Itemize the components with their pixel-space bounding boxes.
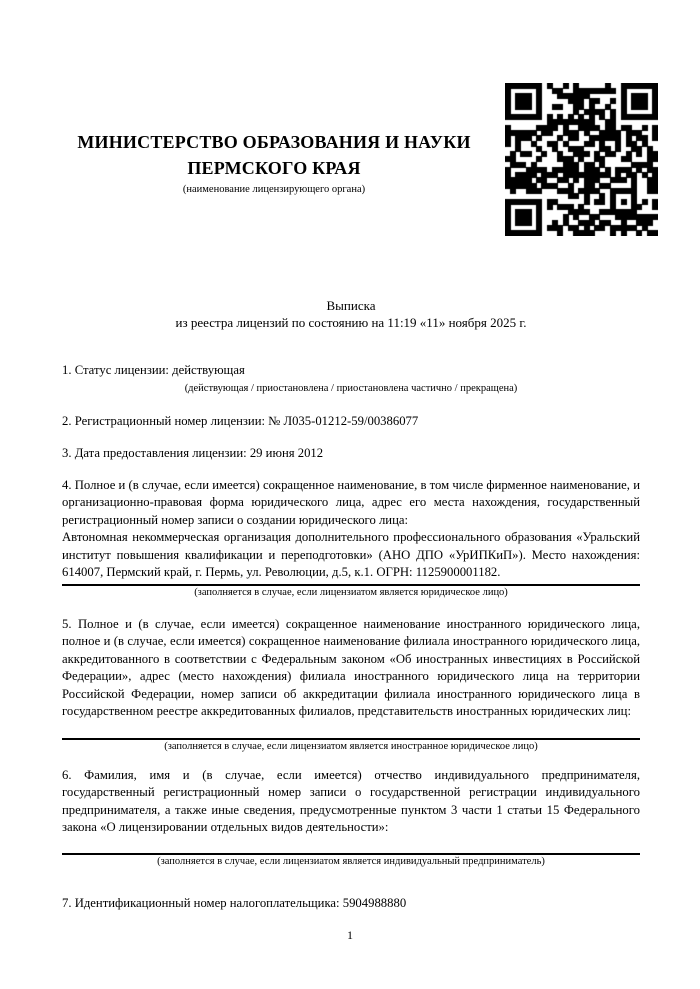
ministry-caption: (наименование лицензирующего органа) [182, 184, 366, 195]
field-grant-date: 3. Дата предоставления лицензии: 29 июня 2012 [62, 446, 324, 460]
qr-code [505, 83, 658, 236]
page-number: 1 [347, 928, 353, 942]
field-registration-number: 2. Регистрационный номер лицензии: № Л035-01212-59/00386077 [62, 413, 419, 428]
entrepreneur-caption: (заполняется в случае, если лицензиатом является индивидуальный предприниматель) [157, 855, 545, 867]
field-entrepreneur-prompt: 6. Фамилия, имя и (в случае, если имеется) отчество индивидуального предпринимателя, государственный регистрационный номер записи о государственной регистрации индивидуального предпринимателя, а также иные сведения, предусмотренные пунктом 3 части 1 статьи 15 Федерального закона «О лицензировании отдельных видов деятельности»: [62, 767, 640, 834]
document-subtitle: из реестра лицензий по состоянию на 11:19 «11» ноября 2025 г. [175, 315, 527, 330]
document-title: Выписка [326, 298, 376, 313]
foreign-entity-caption: (заполняется в случае, если лицензиатом является иностранное юридическое лицо) [164, 740, 538, 752]
license-status-options-caption: (действующая / приостановлена / приостановлена частично / прекращена) [184, 382, 518, 394]
field-legal-entity-value: Автономная некоммерческая организация дополнительного профессионального образования «Уральский институт повышения квалификации и переподготовки» (АНО ДПО «УрИПКиП»). Место нахождения: 614007, Пермский край, г. Пермь, ул. Революции, д.5, к.1. ОГРН: 1125900001182. [62, 530, 640, 579]
document-header [60, 129, 488, 196]
legal-entity-caption: (заполняется в случае, если лицензиатом является юридическое лицо) [194, 586, 508, 598]
field-license-status: 1. Статус лицензии: действующая [62, 363, 245, 377]
document-body [62, 297, 640, 912]
ministry-name-line2: ПЕРМСКОГО КРАЯ [187, 158, 361, 178]
field-legal-entity-prompt: 4. Полное и (в случае, если имеется) сокращенное наименование, в том числе фирменное наименование, и организационно-правовая форма юридического лица, адрес его места нахождения, государственный регистрационный номер записи о создании юридического лица: [62, 477, 640, 527]
ministry-name-line1: МИНИСТЕРСТВО ОБРАЗОВАНИЯ И НАУКИ [77, 132, 471, 152]
field-foreign-entity-prompt: 5. Полное и (в случае, если имеется) сокращенное наименование иностранного юридического лица, полное и (в случае, если имеется) сокращенное наименование филиала иностранного юридического лица, аккредитованного в соответствии с Федеральным законом «Об иностранных инвестициях в Российской Федерации», адрес (место нахождения) филиала иностранного юридического лица на территории Российской Федерации, номер записи об аккредитации филиала иностранного юридического лица в государственном реестре аккредитованных филиалов, представительств иностранных юридических лиц: [62, 616, 640, 718]
field-taxpayer-number: 7. Идентификационный номер налогоплательщика: 5904988880 [62, 895, 407, 910]
